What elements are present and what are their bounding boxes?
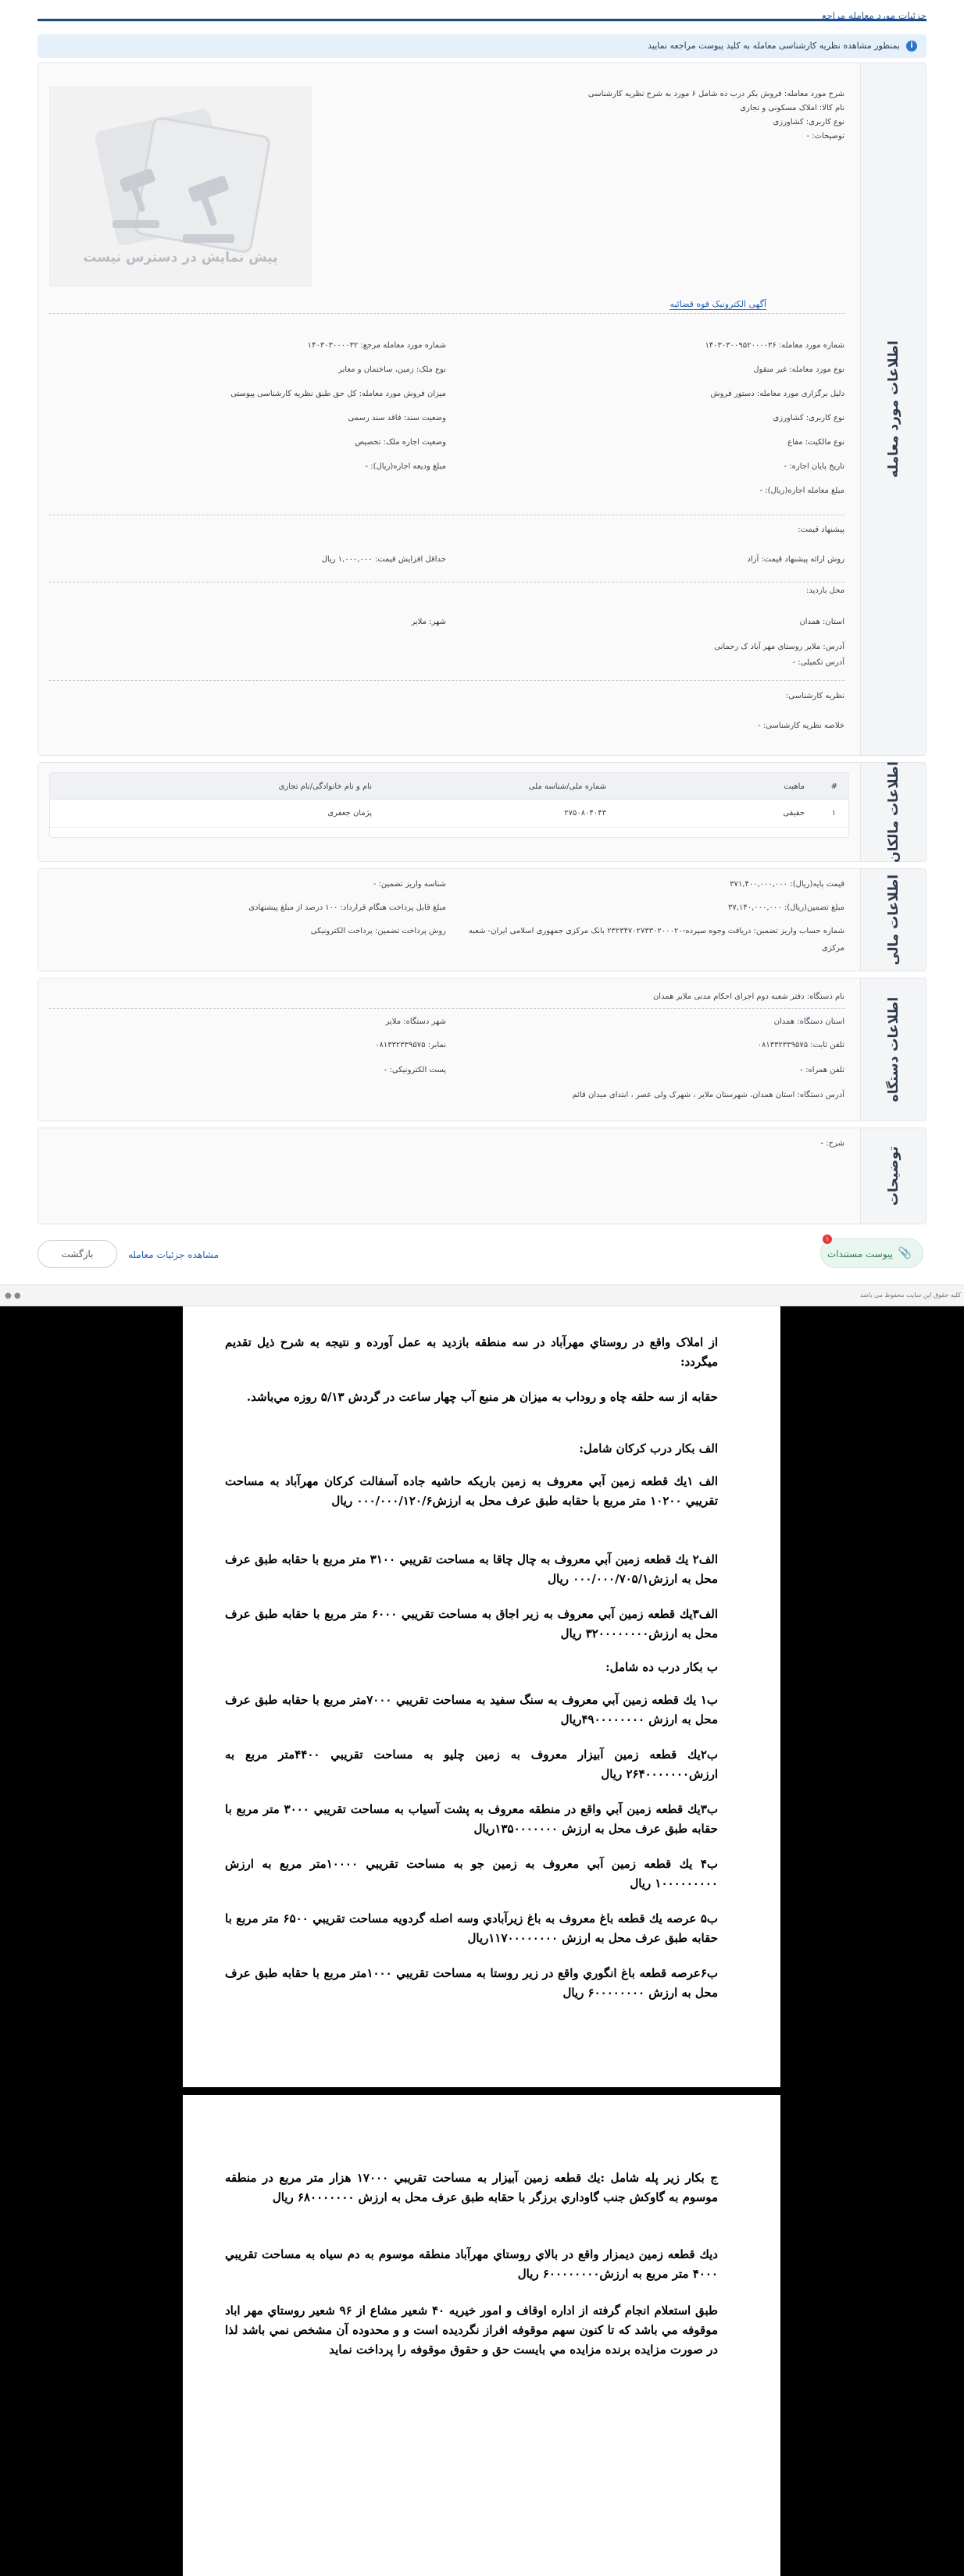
doc-paragraph: ديك قطعه زمين ديمزار واقع در بالاي روستاي مهرآباد منطقه موسوم به دم سياه به مساحت تقريبي ۴۰۰۰ متر مربع به ارزش۶۰۰۰۰۰۰۰۰ ريال [225, 2247, 718, 2281]
deposit-amount: مبلغ ودیعه اجاره(ریال): - [365, 462, 446, 471]
document-page-1 [183, 1306, 780, 2087]
lease-end-date: تاریخ پایان اجاره: - [784, 462, 844, 471]
payment-method: روش پرداخت تضمین: پرداخت الکترونیکی [310, 927, 446, 935]
doc-paragraph: ب۳يك قطعه زمين آبي واقع در منطقه معروف به پشت آسياب به مساحت تقريبي ۳۰۰۰ متر مربع با حقابه طبق عرف محل به ارزش ۱۳۵۰۰۰۰۰۰۰ريال [225, 1802, 718, 1836]
doc-paragraph: الف۲ يك قطعه زمين آبي معروف به چال چاقا به مساحت تقريبي ۳۱۰۰ متر مربع با حقابه طبق عرف محل به ارزش۰۰۰/۰۰۰/۷۰۵/۱ ريال [225, 1552, 718, 1586]
notes-heading: توضیحات [860, 1128, 926, 1224]
doc-heading: الف بکار درب کرکان شامل: [579, 1441, 718, 1455]
deed-status: وضعیت سند: فاقد سند رسمی [348, 414, 446, 422]
transaction-info-section [37, 62, 927, 756]
info-icon: i [906, 41, 917, 52]
col-index: # [830, 782, 837, 791]
owner-index: ۱ [831, 809, 836, 818]
footer-strip [0, 1284, 964, 1306]
table-row [50, 800, 848, 828]
col-national-id: شماره ملی/شناسه ملی [528, 782, 606, 791]
transaction-description: شرح مورد معامله: فروش بکر درب ده شامل ۶ مورد به شرح نظریه کارشناسی [587, 90, 844, 98]
financial-heading: اطلاعات مالی [860, 869, 926, 971]
header-divider-thin [37, 21, 927, 22]
doc-heading: ب بکار درب ده شامل: [605, 1660, 718, 1674]
financial-section [37, 868, 927, 971]
agency-email: پست الکترونیکی: - [384, 1066, 446, 1074]
suggestion-method: روش ارائه پیشنهاد قیمت: آزاد [747, 555, 844, 564]
doc-paragraph: ب۵ عرصه يك قطعه باغ معروف به باغ زيرآبادي وسه اصله گردويه مساحت تقريبي ۶۵۰۰ متر مربع با حقابه طبق عرف محل به ارزش ۱۱۷۰۰۰۰۰۰۰۰ريال [225, 1912, 719, 1945]
image-placeholder [49, 87, 312, 287]
agency-phone: تلفن ثابت: ۰۸۱۳۳۲۳۳۹۵۷۵ [757, 1041, 844, 1049]
logo-icon: ● ● [5, 1292, 21, 1300]
owner-national-id: ۲۷۵۰۸۰۴۰۴۳ [564, 809, 606, 818]
payment-amount: مبلغ قابل پرداخت هنگام قرارداد: ۱۰۰ درصد از مبلغ پیشنهادی [248, 903, 446, 912]
back-button[interactable]: بازگشت [37, 1240, 117, 1268]
ad-link[interactable]: آگهی الکترونیک قوه قضائیه [669, 299, 766, 309]
guarantee-amount: مبلغ تضمین(ریال): ۳۷,۱۴۰,۰۰۰,۰۰۰ [728, 903, 844, 912]
divider [49, 1008, 844, 1009]
doc-paragraph: طبق استعلام انجام گرفته از اداره اوقاف و امور خيريه ۴۰ شعير مشاع از ۹۶ شعير روستاي مهر اباد موقوفه مي باشد كه تا كنون سهم موقوفه افراز نگرديده است و و محدوده آن مشخص نمي باشد لذا در صورت مزايده برنده مزايده مي بايست حق و حقوق موقوفه را پرداخت نمايد [225, 2303, 718, 2357]
description: توضیحات: - [806, 132, 844, 141]
view-details-link[interactable]: مشاهده جزئیات معامله [128, 1249, 219, 1260]
document-page-2 [183, 2095, 780, 2576]
divider [49, 313, 844, 314]
visit-address: آدرس: ملایر روستای مهر آباد ک رحمانی [714, 643, 844, 651]
divider [49, 582, 844, 583]
agency-city: شهر دستگاه: ملایر [385, 1017, 446, 1026]
expert-heading: نظریه کارشناسی: [786, 692, 844, 700]
guarantee-id: شناسه واریز تضمین: - [373, 880, 446, 889]
transaction-info-heading: اطلاعات مورد معامله [860, 63, 926, 755]
doc-paragraph: ب۱ يك قطعه زمين آبي معروف به سنگ سفيد به مساحت تقريبي ۷۰۰۰متر مربع با حقابه طبق عرف محل به ارزش ۴۹۰۰۰۰۰۰۰۰ريال [225, 1693, 718, 1726]
visit-address-extra: آدرس تکمیلی: - [792, 658, 844, 667]
doc-paragraph: از املاک واقع در روستاي مهرآباد در سه منطقه بازديد به عمل آورده و نتيجه به شرح ذيل تقديم ميگردد: [225, 1335, 718, 1369]
agency-mobile: تلفن همراه: - [800, 1066, 844, 1074]
agency-name: نام دستگاه: دفتر شعبه دوم اجرای احکام مدنی ملایر همدان [652, 992, 844, 1001]
visit-city: شهر: ملایر [411, 618, 446, 626]
agency-fax: نمابر: ۰۸۱۳۳۲۳۳۹۵۷۵ [375, 1041, 446, 1049]
agency-heading: اطلاعات دستگاه [860, 978, 926, 1121]
col-name: نام و نام خانوادگی/نام تجاری [278, 782, 372, 791]
agency-address: آدرس دستگاه: استان همدان، شهرستان ملایر ، شهرک ولی عصر ، ابتدای میدان قائم [572, 1091, 844, 1099]
visit-location-heading: محل بازدید: [805, 586, 844, 595]
doc-paragraph: حقابه از سه حلقه چاه و روداب به ميزان هر منبع آب چهار ساعت در گردش ۵/۱۳ روزه مي‌باشد. [246, 1390, 718, 1404]
property-type: نوع ملک: زمین، ساختمان و معابر [338, 365, 446, 374]
paperclip-icon: 📎 [898, 1247, 912, 1259]
usage-type-2: نوع کاربری: کشاورزی [773, 414, 844, 422]
attachments-label: پیوست مستندات [827, 1249, 893, 1259]
agency-section [37, 978, 927, 1121]
owner-type: حقیقی [783, 809, 805, 818]
owner-name: پژمان جعفری [327, 809, 372, 818]
doc-paragraph: ج بکار زير پله شامل :يك قطعه زمين آبيزار به مساحت تقريبي ۱۷۰۰۰ هزار متر مربع در منطقه موسوم به گاوكش جنب گاوداري برزگر با حقابه طبق عرف محل به ارزش ۶۸۰۰۰۰۰۰۰ ريال [225, 2171, 718, 2204]
price-suggestion-heading: پیشنهاد قیمت: [798, 526, 844, 534]
guarantee-account-branch: مرکزی [822, 944, 844, 953]
notes-text: شرح: - [820, 1139, 844, 1148]
usage-type: نوع کاربری: کشاورزی [773, 118, 844, 126]
base-price: قیمت پایه(ریال): ۳۷۱,۴۰۰,۰۰۰,۰۰۰ [730, 880, 844, 889]
attachments-count-badge: ۱ [823, 1235, 832, 1244]
owners-table-header [50, 773, 848, 800]
reference-number: شماره مورد معامله مرجع: ۱۴۰۳۰۳۰۰۰۰۳۲ [307, 341, 446, 350]
doc-paragraph: الف۳يك قطعه زمين آبي معروف به زير اجاق به مساحت تقريبي ۶۰۰۰ متر مربع با حقابه طبق عرف محل به ارزش۳۲۰۰۰۰۰۰۰۰ ريال [225, 1607, 718, 1641]
owners-section [37, 762, 927, 862]
transaction-reason: دلیل برگزاری مورد معامله: دستور فروش [710, 390, 844, 398]
expert-summary: خلاصه نظریه کارشناسی: - [758, 721, 844, 730]
document-viewer[interactable] [0, 1306, 964, 2576]
attachments-button[interactable] [820, 1235, 923, 1268]
doc-paragraph: الف ۱يك قطعه زمين آبي معروف به زمين باريكه حاشيه جاده آسفالت كركان مهرآباد به مساحت تقريبي ۱۰۲۰۰ متر مربع با حقابه طبق عرف محل به ارزش۰۰۰/۰۰۰/۱۲۰/۶ ريال [225, 1474, 718, 1508]
copyright-text: کلیه حقوق این سایت محفوظ می باشد [859, 1292, 961, 1299]
transaction-number: شماره مورد معامله: ۱۴۰۳۰۳۰۰۹۵۲۰۰۰۰۳۶ [705, 341, 844, 350]
doc-paragraph: ب۶عرصه قطعه باغ انگوري واقع در زير روستا به مساحت تقريبي ۱۰۰۰متر مربع با حقابه طبق عرف محل به ارزش ۶۰۰۰۰۰۰۰۰ ريال [225, 1966, 719, 2000]
gavel-icon [50, 103, 312, 259]
doc-paragraph: ب۴ يك قطعه زمين آبي معروف به زمين جو به مساحت تقريبي ۱۰۰۰۰متر مربع به ارزش ۱۰۰۰۰۰۰۰۰۰ ريال [225, 1857, 718, 1890]
col-type: ماهیت [784, 782, 805, 791]
visit-province: استان: همدان [799, 618, 844, 626]
divider [49, 680, 844, 681]
ownership-type: نوع مالکیت: مفاع [787, 438, 844, 447]
doc-paragraph: ب۲يك قطعه زمين آبيزار معروف به زمين چليو به مساحت تقريبي ۴۴۰۰متر مربع به ارزش۲۶۴۰۰۰۰۰۰۰ ريال [225, 1748, 718, 1781]
sale-amount: میزان فروش مورد معامله: کل حق طبق نظریه کارشناسی پیوستی [230, 390, 446, 398]
item-name: نام کالا: املاک مسکونی و تجاری [740, 104, 844, 112]
lease-status: وضعیت اجاره ملک: تخصیص [355, 438, 446, 447]
owners-heading: اطلاعات مالکان [860, 763, 926, 861]
page-title: جزئیات مورد معامله مراجع [821, 10, 927, 21]
agency-province: استان دستگاه: همدان [773, 1017, 844, 1026]
owners-table [49, 772, 849, 838]
info-banner-text: بمنظور مشاهده نظریه کارشناسی معامله به کلید پیوست مراجعه نمایید [648, 41, 900, 51]
notes-section [37, 1128, 927, 1224]
transaction-type: نوع مورد معامله: غیر منقول [753, 365, 844, 374]
min-increase: حداقل افزایش قیمت: ۱,۰۰۰,۰۰۰ ریال [321, 555, 446, 564]
guarantee-account: شماره حساب واریز تضمین: دریافت وجوه سپرده-۲۳۲۳۴۷۰۲۷۳۳۰۲۰۰۰۲۰ بانک مرکزی جمهوری اسلامی ایران- شعبه [468, 927, 844, 935]
info-banner [37, 34, 927, 58]
page-header [0, 0, 964, 31]
image-placeholder-text: پیش نمایش در دسترس نیست [83, 250, 278, 265]
lease-amount: مبلغ معامله اجاره(ریال): - [759, 486, 844, 495]
